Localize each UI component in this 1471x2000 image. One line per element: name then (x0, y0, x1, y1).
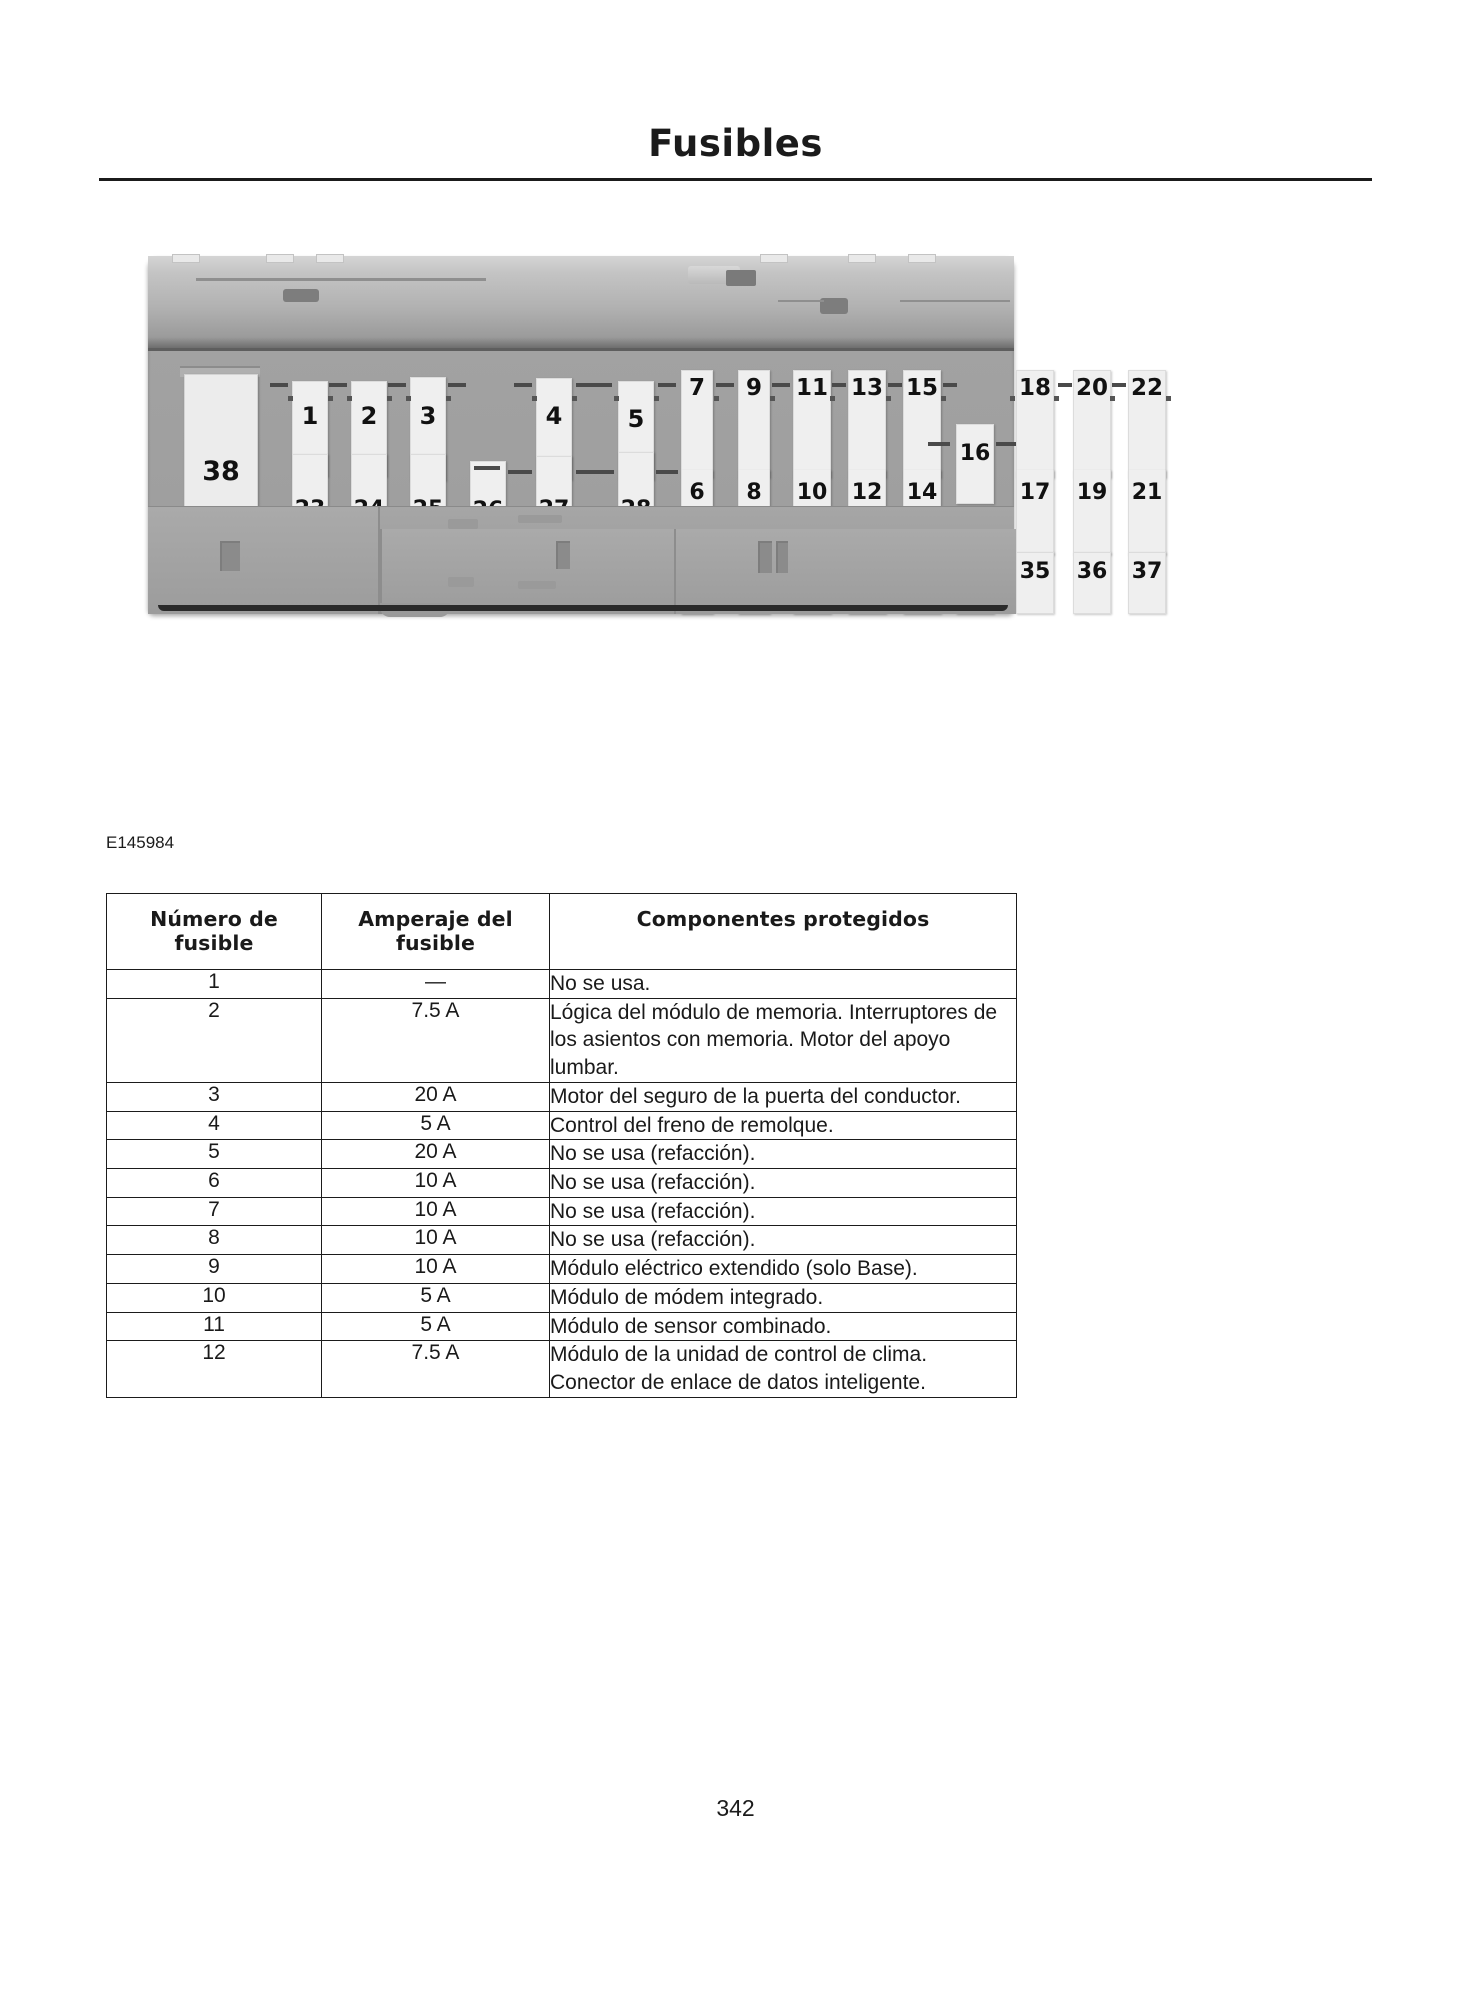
column-header-fuse-amperage: Amperaje del fusible (322, 894, 550, 970)
housing-base-shadow (158, 605, 1008, 611)
housing-slot (556, 541, 570, 569)
table-row (107, 1082, 1017, 1111)
fuse-label-21: 21 (1131, 480, 1163, 505)
housing-segment (674, 529, 1016, 614)
cell-protected-components: Motor del seguro de la puerta del conductor. (550, 1082, 1017, 1111)
fuse-pin (387, 396, 392, 401)
fuse-box-housing (148, 256, 1163, 613)
fuse-pin (770, 396, 775, 401)
cell-fuse-number: 7 (107, 1197, 322, 1226)
fuse-pin (886, 396, 891, 401)
fuse-label-22: 22 (1130, 375, 1163, 401)
fuse-connector-dash (388, 383, 406, 387)
fuse-connector-dash (508, 470, 532, 474)
fuse-label-14: 14 (906, 480, 938, 505)
fuse-connector-dash (772, 383, 790, 387)
fuse-slot-21 (1128, 470, 1166, 555)
housing-segment (380, 529, 676, 614)
fuse-slot-11 (793, 370, 831, 478)
cell-protected-components: No se usa (refacción). (550, 1226, 1017, 1255)
cell-fuse-number: 4 (107, 1111, 322, 1140)
fuse-connector-dash (474, 466, 500, 470)
cell-fuse-number: 12 (107, 1341, 322, 1397)
column-header-fuse-number: Número de fusible (107, 894, 322, 970)
fuse-slot-13 (848, 370, 886, 478)
fuse-connector-dash (996, 442, 1018, 446)
fuse-slot-19 (1073, 470, 1111, 555)
fuse-connector-dash (928, 442, 950, 446)
fuse-label-17: 17 (1019, 480, 1051, 505)
fuse-connector-dash (943, 383, 957, 387)
lid-notch (316, 254, 344, 263)
fuse-label-5: 5 (627, 405, 645, 433)
fuse-connector-dash (270, 383, 288, 387)
table-header-row (107, 894, 1017, 970)
fuse-label-35: 35 (1019, 559, 1051, 584)
fuse-label-19: 19 (1076, 480, 1108, 505)
cell-fuse-number: 6 (107, 1169, 322, 1198)
cell-protected-components: Módulo eléctrico extendido (solo Base). (550, 1255, 1017, 1284)
cell-fuse-amperage: 7.5 A (322, 1341, 550, 1397)
fuse-label-10: 10 (796, 480, 828, 505)
lid-tab (820, 298, 848, 314)
fuse-pin (1166, 396, 1171, 401)
fuse-slot-35 (1016, 552, 1054, 614)
fuse-label-11: 11 (795, 375, 828, 401)
fuse-box-figure (140, 248, 1163, 623)
fuse-pin (1110, 396, 1115, 401)
cell-protected-components: Módulo de la unidad de control de clima. Conector de enlace de datos inteligente. (550, 1341, 1017, 1397)
fuse-connector-dash (888, 383, 902, 387)
fuse-slot-20 (1073, 370, 1111, 478)
fuse-label-4: 4 (545, 402, 563, 430)
fuse-slot-22 (1128, 370, 1166, 478)
fuse-pin (714, 396, 719, 401)
fuse-connector-dash (576, 383, 612, 387)
cell-fuse-amperage: 10 A (322, 1226, 550, 1255)
fuse-pin (941, 396, 946, 401)
cell-fuse-number: 8 (107, 1226, 322, 1255)
housing-slot (776, 541, 788, 573)
housing-foot (518, 515, 562, 523)
fuse-label-15: 15 (905, 375, 938, 401)
fuse-pin (830, 396, 835, 401)
fuse-connector-dash (1112, 383, 1126, 387)
cell-fuse-amperage: 10 A (322, 1197, 550, 1226)
cell-fuse-number: 11 (107, 1312, 322, 1341)
fuse-pin (1010, 396, 1015, 401)
fuse-slot-37 (1128, 552, 1166, 614)
fuse-slot-16 (956, 424, 994, 504)
fuse-pin (1054, 396, 1059, 401)
fuse-label-6: 6 (689, 480, 705, 505)
lid-notch (848, 254, 876, 263)
lid-seam-line (196, 278, 486, 281)
fuse-connector-dash (656, 470, 678, 474)
fuse-label-36: 36 (1076, 559, 1108, 584)
fuse-pin (654, 396, 659, 401)
fuse-label-12: 12 (851, 480, 883, 505)
title-divider (99, 178, 1372, 181)
fuse-connector-dash (329, 383, 347, 387)
housing-foot (518, 581, 556, 589)
cell-protected-components: Lógica del módulo de memoria. Interruptores de los asientos con memoria. Motor del apoyo lumbar. (550, 998, 1017, 1082)
fuse-connector-dash (576, 470, 614, 474)
fuse-slot-18 (1016, 370, 1054, 478)
table-row (107, 1111, 1017, 1140)
table-row (107, 1283, 1017, 1312)
column-header-protected-components: Componentes protegidos (550, 894, 1017, 970)
housing-foot (448, 519, 478, 529)
fuse-pin (328, 396, 333, 401)
cell-protected-components: No se usa (refacción). (550, 1169, 1017, 1198)
fuse-connector-dash (1058, 383, 1072, 387)
cell-protected-components: Módulo de sensor combinado. (550, 1312, 1017, 1341)
fuse-slot-9 (738, 370, 770, 478)
lid-notch (760, 254, 788, 263)
cell-fuse-number: 9 (107, 1255, 322, 1284)
fuse-pin (406, 396, 411, 401)
cell-protected-components: No se usa. (550, 970, 1017, 999)
page-number: 342 (716, 1795, 755, 1821)
table-row (107, 1255, 1017, 1284)
cell-fuse-number: 2 (107, 998, 322, 1082)
cell-protected-components: No se usa (refacción). (550, 1197, 1017, 1226)
cell-fuse-amperage: 7.5 A (322, 998, 550, 1082)
fuse-label-3: 3 (419, 402, 437, 430)
fuse-pin (446, 396, 451, 401)
fuse-label-37: 37 (1131, 559, 1163, 584)
fuse-slot-17 (1016, 470, 1054, 555)
fuse-label-7: 7 (688, 375, 705, 401)
cell-fuse-amperage: 5 A (322, 1283, 550, 1312)
fuse-connector-dash (658, 383, 676, 387)
fuse-connector-dash (448, 383, 466, 387)
cell-fuse-amperage: 10 A (322, 1255, 550, 1284)
fuse-connector-dash (832, 383, 846, 387)
fuse-slot-7 (681, 370, 713, 478)
cell-fuse-amperage: 20 A (322, 1082, 550, 1111)
lid-notch (172, 254, 200, 263)
fuse-label-38: 38 (202, 455, 240, 487)
cell-protected-components: Módulo de módem integrado. (550, 1283, 1017, 1312)
figure-code: E145984 (106, 833, 175, 852)
page-title: Fusibles (648, 122, 823, 165)
fuse-label-20: 20 (1075, 375, 1108, 401)
fuse-box-lid (148, 256, 1014, 351)
lid-bump-small (726, 270, 756, 286)
table-row (107, 998, 1017, 1082)
table-row (107, 1140, 1017, 1169)
lid-seam-line (778, 300, 824, 302)
fuse-table (106, 893, 1017, 1398)
housing-foot (448, 577, 474, 587)
table-row (107, 1312, 1017, 1341)
table-row (107, 970, 1017, 999)
fuse-slot-15 (903, 370, 941, 478)
fuse-box-lower-housing (148, 506, 1014, 613)
fuse-pin (572, 396, 577, 401)
housing-segment (148, 507, 380, 614)
fuse-label-1: 1 (301, 402, 319, 430)
lid-notch (266, 254, 294, 263)
cell-protected-components: Control del freno de remolque. (550, 1111, 1017, 1140)
fuse-label-18: 18 (1018, 375, 1051, 401)
cell-fuse-amperage: 20 A (322, 1140, 550, 1169)
cell-fuse-amperage: 10 A (322, 1169, 550, 1198)
cell-fuse-amperage: 5 A (322, 1312, 550, 1341)
fuse-label-8: 8 (746, 480, 762, 505)
cell-fuse-number: 3 (107, 1082, 322, 1111)
cell-protected-components: No se usa (refacción). (550, 1140, 1017, 1169)
table-row (107, 1169, 1017, 1198)
fuse-pin (288, 396, 293, 401)
table-row (107, 1197, 1017, 1226)
cell-fuse-number: 10 (107, 1283, 322, 1312)
fuse-label-16: 16 (959, 441, 991, 466)
fuse-pin (532, 396, 537, 401)
housing-slot (758, 541, 772, 573)
fuse-pin (347, 396, 352, 401)
housing-slot (220, 541, 240, 571)
lid-seam-line (900, 300, 1010, 302)
cell-fuse-amperage: 5 A (322, 1111, 550, 1140)
lid-notch (908, 254, 936, 263)
cell-fuse-number: 1 (107, 970, 322, 999)
fuse-connector-dash (716, 383, 734, 387)
fuse-pin (614, 396, 619, 401)
table-row (107, 1341, 1017, 1397)
fuse-label-13: 13 (850, 375, 883, 401)
fuse-label-2: 2 (360, 402, 378, 430)
fuse-connector-dash (514, 383, 532, 387)
table-row (107, 1226, 1017, 1255)
lid-tab (283, 289, 319, 302)
fuse-slot-36 (1073, 552, 1111, 614)
fuse-label-9: 9 (745, 375, 762, 401)
cell-fuse-amperage: — (322, 970, 550, 999)
cell-fuse-number: 5 (107, 1140, 322, 1169)
